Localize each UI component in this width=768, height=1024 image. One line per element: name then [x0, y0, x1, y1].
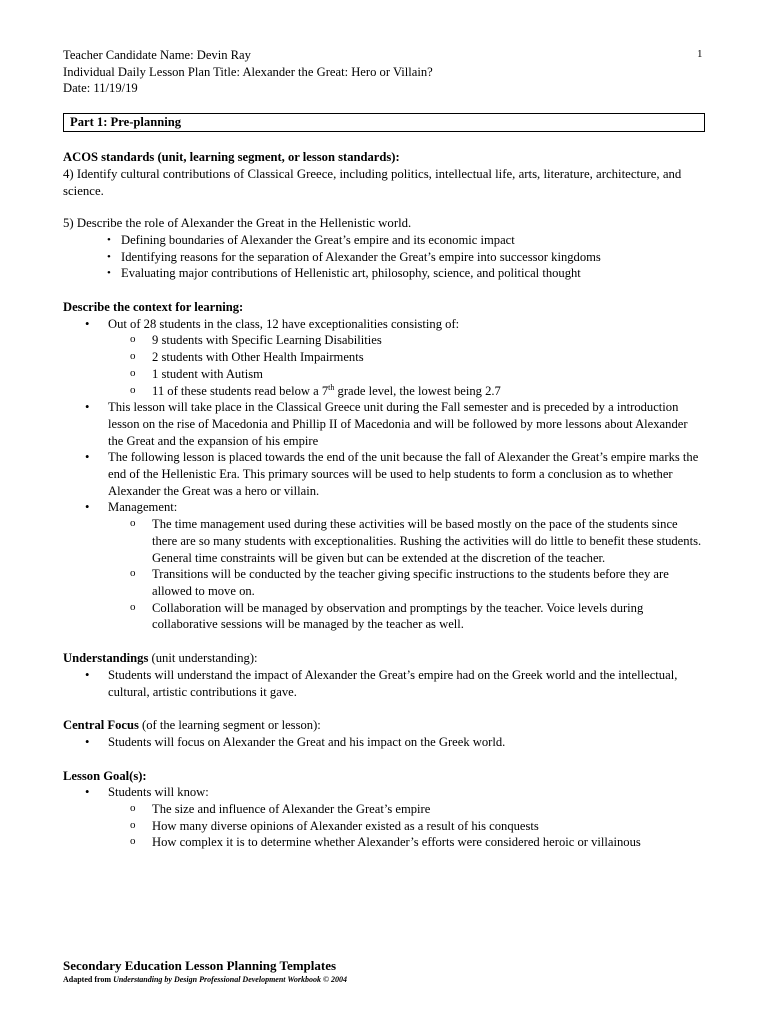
list-item: o The time management used during these activities will be based mostly on the pace of the students since there are so many students with exceptionalities. Rushing the activities will do little to benefit these students. General time constraints will be given but can be extended at the discretion of the teacher.: [63, 516, 705, 566]
context-section: [63, 299, 705, 633]
list-item: [63, 499, 705, 633]
footer-attribution: [63, 975, 347, 985]
management-label: Management:: [108, 500, 178, 515]
central-focus-heading-plain: (of the learning segment or lesson):: [138, 718, 321, 733]
central-focus-heading: [63, 717, 705, 734]
part1-heading: Part 1: Pre-planning: [63, 113, 705, 132]
understandings-section: [63, 650, 705, 700]
list-item: o 1 student with Autism: [63, 366, 705, 383]
list-item: • Evaluating major contributions of Hellenistic art, philosophy, science, and political thought: [63, 265, 705, 282]
understandings-heading: [63, 650, 705, 667]
understandings-heading-bold: Understandings: [63, 651, 149, 666]
list-item: • This lesson will take place in the Classical Greece unit during the Fall semester and is preceded by a introduction lesson on the rise of Macedonia and Phillip II of Macedonia and will be followed by more lessons about Alexander the Great and the expansion of his empire: [63, 399, 705, 449]
list-item: o 9 students with Specific Learning Disabilities: [63, 332, 705, 349]
footer-title: Secondary Education Lesson Planning Templates: [63, 958, 337, 973]
central-focus-list: [63, 734, 705, 751]
page-footer: [63, 958, 347, 985]
understandings-list: [63, 667, 705, 700]
goals-bullet-1: Students will know:: [108, 785, 209, 800]
list-item: o Collaboration will be managed by observation and promptings by the teacher. Voice levels during collaborative sessions will be managed by the teacher as well.: [63, 600, 705, 633]
list-item: o Transitions will be conducted by the teacher giving specific instructions to the students before they are allowed to move on.: [63, 566, 705, 599]
list-item: o 2 students with Other Health Impairments: [63, 349, 705, 366]
list-item: o How many diverse opinions of Alexander existed as a result of his conquests: [63, 818, 705, 835]
list-item: [63, 383, 705, 400]
footer-adapted-label: Adapted from: [63, 974, 114, 984]
context-heading: Describe the context for learning:: [63, 300, 244, 315]
central-focus-section: [63, 717, 705, 750]
acos-section: [63, 149, 705, 282]
exceptionalities-list: [108, 332, 705, 399]
list-item: o The size and influence of Alexander the Great’s empire: [63, 801, 705, 818]
list-item: • Identifying reasons for the separation of Alexander the Great’s empire into successor kingdoms: [63, 249, 705, 266]
footer-source: Understanding by Design Professional Development Workbook © 2004: [113, 974, 347, 984]
list-item: • Defining boundaries of Alexander the Great’s empire and its economic impact: [63, 232, 705, 249]
list-item: • Students will focus on Alexander the Great and his impact on the Greek world.: [63, 734, 705, 751]
document-header: [63, 47, 705, 97]
reading-level-text-end: grade level, the lowest being 2.7: [334, 383, 501, 398]
management-list: [108, 516, 705, 633]
context-bullet-1: Out of 28 students in the class, 12 have exceptionalities consisting of:: [108, 316, 460, 331]
list-item: [63, 784, 705, 851]
acos-standard-5: 5) Describe the role of Alexander the Great in the Hellenistic world.: [63, 216, 412, 231]
acos-standard-5-list: [63, 232, 705, 282]
understandings-heading-plain: (unit understanding):: [148, 651, 258, 666]
students-will-know-list: [108, 801, 705, 851]
document-page: [63, 47, 705, 851]
lesson-goals-section: [63, 768, 705, 852]
reading-level-text: 11 of these students read below a 7: [152, 383, 329, 398]
acos-standard-4: 4) Identify cultural contributions of Classical Greece, including politics, intellectual life, arts, literature, architecture, and science.: [63, 166, 682, 198]
lesson-date: Date: 11/19/19: [63, 81, 138, 96]
context-list: [63, 316, 705, 633]
list-item: [63, 316, 705, 400]
list-item: • Students will understand the impact of Alexander the Great’s empire had on the Greek world and the intellectual, cultural, artistic contributions it gave.: [63, 667, 705, 700]
lesson-title: Individual Daily Lesson Plan Title: Alexander the Great: Hero or Villain?: [63, 64, 433, 79]
list-item: • The following lesson is placed towards the end of the unit because the fall of Alexander the Great’s empire marks the end of the Hellenistic Era. This primary sources will be used to help students to form a conclusion as to whether Alexander the Great was a hero or villain.: [63, 449, 705, 499]
teacher-name: Teacher Candidate Name: Devin Ray: [63, 48, 251, 62]
lesson-goals-heading: Lesson Goal(s):: [63, 768, 147, 783]
central-focus-heading-bold: Central Focus: [63, 718, 139, 733]
ordinal-suffix: th: [328, 382, 335, 392]
page-number: 1: [697, 48, 703, 60]
list-item: o How complex it is to determine whether Alexander’s efforts were considered heroic or villainous: [63, 834, 705, 851]
acos-heading: ACOS standards (unit, learning segment, or lesson standards):: [63, 150, 400, 165]
lesson-goals-list: [63, 784, 705, 851]
